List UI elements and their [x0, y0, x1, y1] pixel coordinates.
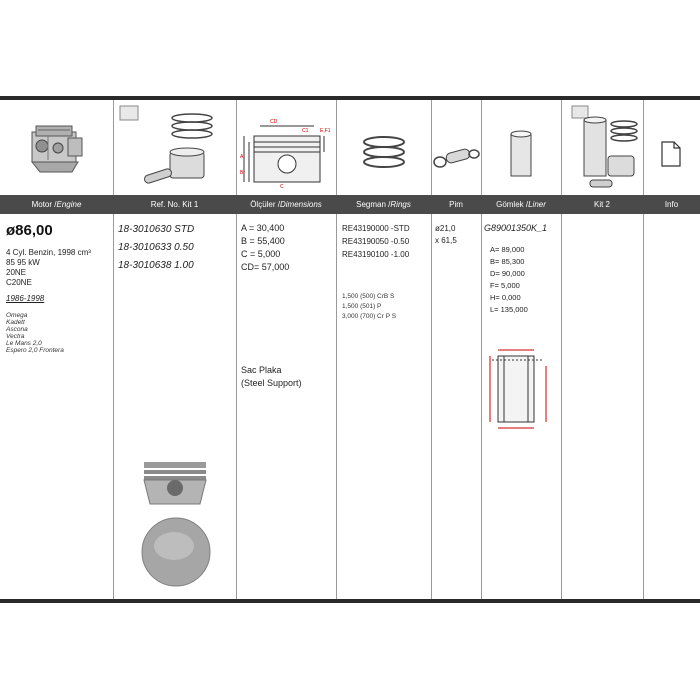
ring-spec: 1,500 (500) CrB S [342, 293, 395, 300]
liner-dim-b: B= 85,300 [490, 257, 525, 266]
diagram-label: A [240, 154, 244, 160]
engine-code: C20NE [6, 278, 32, 287]
liner-icon [505, 130, 537, 180]
header-kit2: Kit 2 [593, 200, 610, 209]
ring-spec: 3,000 (700) Cr P S [342, 313, 397, 320]
diagram-label: CD [270, 119, 278, 125]
column-divider [481, 100, 482, 599]
liner-dim-l: L= 135,000 [490, 305, 528, 314]
header-pin: Pim [449, 200, 463, 209]
vehicle-model: Ascona [6, 326, 28, 333]
dim-cd: CD= 57,000 [241, 262, 290, 272]
ref-kit-std: 18-3010630 STD [118, 224, 195, 235]
header-liner: Gömlek /Liner [496, 200, 546, 209]
header-dimensions: Ölçüler /Dimensions [250, 200, 322, 209]
vehicle-model: Kadett [6, 319, 25, 326]
vehicle-model: Espero 2,0 Frontera [6, 347, 64, 354]
piston-kit-icon [118, 104, 230, 194]
ref-kit-100: 18-3010638 1.00 [118, 260, 194, 271]
catalog-sheet [0, 96, 700, 604]
ring-ref-std: RE43190000 -STD [342, 224, 410, 233]
engine-code: 20NE [6, 268, 27, 277]
pin-diameter: ø21,0 [435, 224, 456, 233]
top-border [0, 96, 700, 100]
liner-diagram [484, 346, 556, 432]
rings-icon [358, 134, 410, 174]
bottom-border [0, 599, 700, 603]
engine-power: 85 95 kW [6, 258, 40, 267]
vehicle-model: Vectra [6, 333, 25, 340]
diagram-label: C1 [302, 128, 309, 134]
column-divider [236, 100, 237, 599]
header-ref: Ref. No. Kit 1 [150, 200, 199, 209]
engine-icon [22, 118, 92, 180]
engine-years: 1986-1998 [6, 294, 45, 303]
header-rings: Segman /Rings [356, 200, 411, 209]
document-icon [660, 140, 682, 168]
column-divider [336, 100, 337, 599]
dim-b: B = 55,400 [241, 236, 285, 246]
ring-spec: 1,500 (501) P [342, 303, 382, 310]
column-header-bar [0, 195, 700, 214]
support-type-en: (Steel Support) [241, 378, 302, 388]
liner-dim-d: D= 90,000 [490, 269, 525, 278]
diagram-label: C [280, 184, 284, 190]
ring-ref-050: RE43190050 -0.50 [342, 237, 410, 246]
dim-a: A = 30,400 [241, 223, 285, 233]
vehicle-model: Omega [6, 312, 28, 319]
pin-length: x 61,5 [435, 236, 457, 245]
full-kit-icon [570, 104, 640, 192]
support-type: Sac Plaka [241, 365, 282, 375]
bore-diameter: ø86,00 [6, 222, 53, 239]
column-divider [643, 100, 644, 599]
header-info: Info [664, 200, 679, 209]
piston-side-photo [140, 458, 210, 508]
pin-icon [432, 146, 480, 170]
column-divider [431, 100, 432, 599]
liner-dim-f: F= 5,000 [490, 281, 520, 290]
column-divider [561, 100, 562, 599]
engine-spec: 4 Cyl. Benzin, 1998 cm³ [6, 248, 91, 257]
diagram-label: B [240, 170, 244, 176]
ref-kit-050: 18-3010633 0.50 [118, 242, 194, 253]
liner-ref: G89001350K_1 [484, 223, 548, 233]
dim-c: C = 5,000 [241, 249, 281, 259]
piston-top-photo [140, 516, 212, 588]
column-divider [113, 100, 114, 599]
piston-diagram-icon [240, 114, 334, 190]
liner-dim-h: H= 0,000 [490, 293, 521, 302]
vehicle-model: Le Mans 2,0 [6, 340, 42, 347]
ring-ref-100: RE43190100 -1.00 [342, 250, 410, 259]
header-motor: Motor /Engine [31, 200, 82, 209]
liner-dim-a: A= 89,000 [490, 245, 525, 254]
diagram-label: E,F1 [320, 128, 331, 134]
